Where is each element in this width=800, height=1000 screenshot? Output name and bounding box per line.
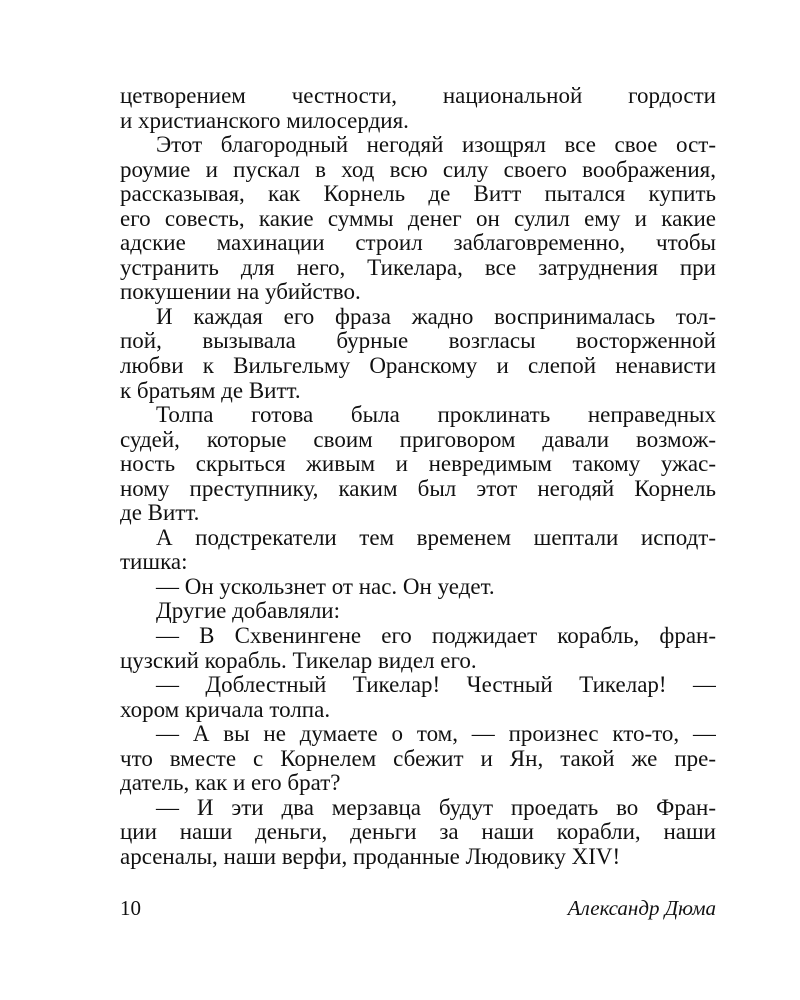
running-author: Александр Дюма: [567, 896, 716, 920]
page-number: 10: [120, 896, 141, 920]
text-line: его совесть, какие суммы денег он сулил ему и какие: [120, 206, 716, 231]
text-line: Этот благородный негодяй изощрял все свое ост-: [156, 133, 716, 158]
text-line: адские махинации строил заблаговременно, чтобы: [120, 231, 716, 256]
text-line: судей, которые своим приговором давали возмож-: [120, 427, 716, 452]
text-line: — В Схвенингене его поджидает корабль, фран-: [156, 624, 716, 649]
text-line: и христианского милосердия.: [120, 108, 409, 133]
text-line: — Он ускользнет от нас. Он уедет.: [156, 574, 495, 599]
text-line: ному преступнику, каким был этот негодяй Корнель: [120, 476, 716, 501]
text-line: ность скрыться живым и невредимым такому ужас-: [120, 452, 716, 477]
text-line: Толпа готова была проклинать неправедных: [156, 403, 716, 428]
page-footer: [120, 896, 716, 924]
text-line: арсеналы, наши верфи, проданные Людовику XIV!: [120, 844, 621, 869]
text-line: датель, как и его брат?: [120, 771, 341, 796]
text-line: — И эти два мерзавца будут проедать во Фран-: [156, 795, 716, 820]
text-line: хором кричала толпа.: [120, 697, 331, 722]
text-line: роумие и пускал в ход всю силу своего воображения,: [120, 157, 716, 182]
text-line: цетворением честности, национальной гордости: [120, 84, 716, 108]
text-line: Другие добавляли:: [156, 599, 340, 624]
text-line: любви к Вильгельму Оранскому и слепой ненависти: [120, 354, 716, 379]
text-line: — А вы не думаете о том, — произнес кто-то, —: [156, 722, 716, 747]
text-line: цузский корабль. Тикелар видел его.: [120, 648, 477, 673]
text-line: — Доблестный Тикелар! Честный Тикелар! —: [156, 673, 716, 698]
text-line: рассказывая, как Корнель де Витт пытался купить: [120, 182, 716, 207]
text-line: пой, вызывала бурные возгласы восторженной: [120, 329, 716, 354]
text-line: И каждая его фраза жадно воспринималась тол-: [156, 304, 716, 329]
text-line: устранить для него, Тикелара, все затруднения при: [120, 255, 716, 280]
text-line: что вместе с Корнелем сбежит и Ян, такой же пре-: [120, 746, 716, 771]
text-line: А подстрекатели тем временем шептали исподт-: [156, 525, 716, 550]
text-line: покушении на убийство.: [120, 280, 361, 305]
text-line: ции наши деньги, деньги за наши корабли, наши: [120, 820, 716, 845]
text-line: тишка:: [120, 550, 188, 575]
text-line: к братьям де Витт.: [120, 378, 301, 403]
book-page-text: [120, 84, 716, 870]
text-line: де Витт.: [120, 501, 200, 526]
